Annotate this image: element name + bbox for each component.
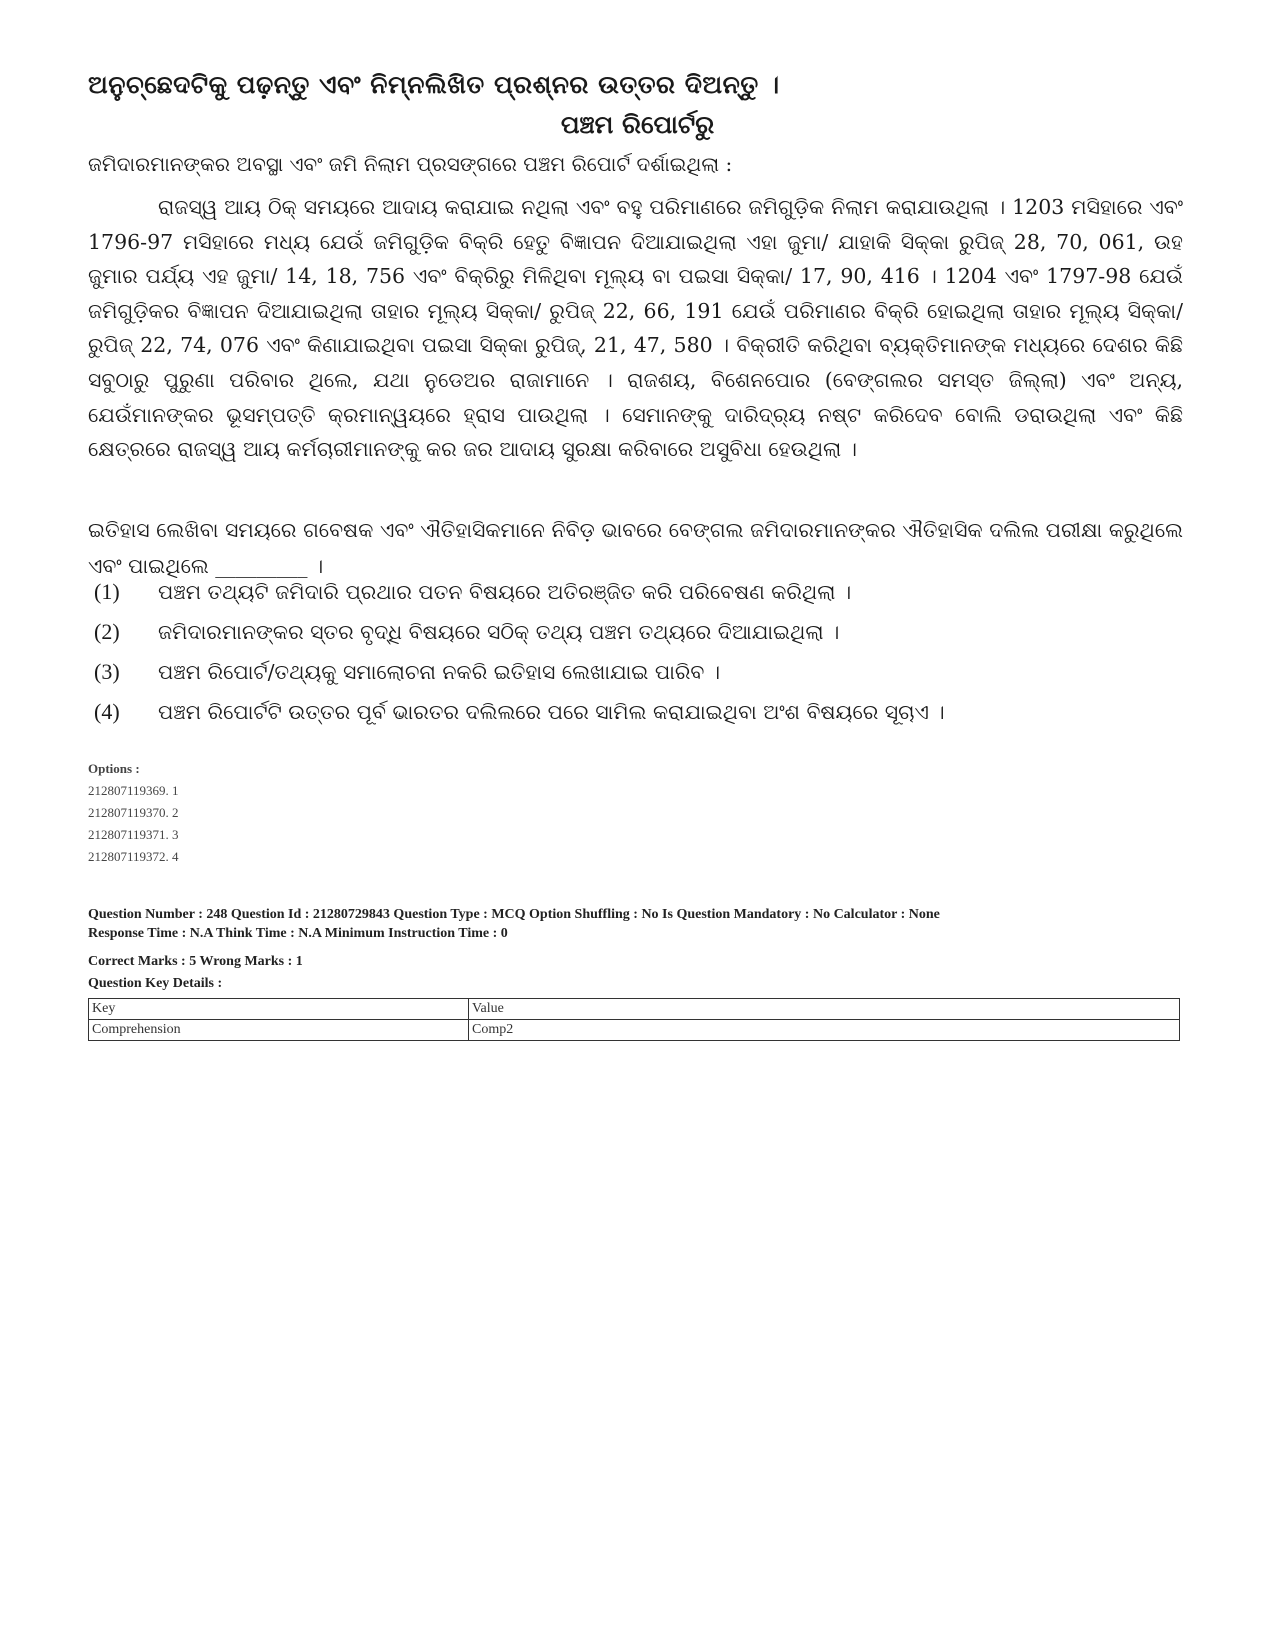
option-id: 212807119371. 3 bbox=[88, 827, 179, 842]
marks-line: Correct Marks : 5 Wrong Marks : 1 bbox=[88, 954, 303, 969]
question-stem: ଇତିହାସ ଲେଖିବା ସମୟରେ ଗବେଷକ ଏବଂ ଐତିହାସିକମାନେ ନିବିଡ଼ ଭାବରେ ବେଙ୍ଗଲ ଜମିଦାରମାନଙ୍କର ଐତିହାସିକ ଦଲିଲ ପରୀକ୍ଷା କରୁଥିଲେ ଏବଂ ପାଇଥିଲେ _________ । bbox=[88, 518, 1183, 578]
choice-number: (2) bbox=[94, 619, 120, 644]
choice-3 bbox=[94, 652, 720, 692]
passage-body: ରାଜସ୍ୱ ଆୟ ଠିକ୍ ସମୟରେ ଆଦାୟ କରାଯାଇ ନଥିଲା ଏବଂ ବହୁ ପରିମାଣରେ ଜମିଗୁଡ଼ିକ ନିଲାମ କରାଯାଉଥିଲା । 1203 ମସିହାରେ ଏବଂ 1796-97 ମସିହାରେ ମଧ୍ୟ ଯେଉଁ ଜମିଗୁଡ଼ିକ ବିକ୍ରି ହେତୁ ବିଜ୍ଞାପନ ଦିଆଯାଇଥିଲା ଏହା ଜୁମା/ ଯାହାକି ସିକ୍କା ରୁପିଜ୍ 28, 70, 061, ଉହ ଜୁମାର ପର୍ଯ୍ୟ ଏହ ଜୁମା/ 14, 18, 756 ଏବଂ ବିକ୍ରିରୁ ମିଳିଥିବା ମୂଲ୍ୟ ବା ପଇସା ସିକ୍କା/ 17, 90, 416 । 1204 ଏବଂ 1797-98 ଯେଉଁ ଜମିଗୁଡ଼ିକର ବିଜ୍ଞାପନ ଦିଆଯାଇଥିଲା ତାହାର ମୂଲ୍ୟ ସିକ୍କା/ ରୁପିଜ୍ 22, 66, 191 ଯେଉଁ ପରିମାଣର ବିକ୍ରି ହୋଇଥିଲା ତାହାର ମୂଲ୍ୟ ସିକ୍କା/ ରୁପିଜ୍ 22, 74, 076 ଏବଂ କିଣାଯାଇଥିବା ପଇସା ସିକ୍କା ରୁପିଜ୍, 21, 47, 580 । ବିକ୍ରୀତି କରିଥିବା ବ୍ୟକ୍ତିମାନଙ୍କ ମଧ୍ୟରେ ଦେଶର କିଛି ସବୁଠାରୁ ପୁରୁଣା ପରିବାର ଥିଲେ, ଯଥା ନୁଡେଅର ରାଜାମାନେ । ରାଜଶୟ, ବିଶେନପୋର (ବେଙ୍ଗଲର ସମସ୍ତ ଜିଲ୍ଲା) ଏବଂ ଅନ୍ୟ, ଯେଉଁମାନଙ୍କର ଭୂସମ୍ପତ୍ତି କ୍ରମାନ୍ୱୟରେ ହ୍ରାସ ପାଉଥିଲା । ସେମାନଙ୍କୁ ଦାରିଦ୍ର୍ୟ ନଷ୍ଟ କରିଦେବ ବୋଲି ଡରାଉଥିଲା ଏବଂ କିଛି କ୍ଷେତ୍ରରେ ରାଜସ୍ୱ ଆୟ କର୍ମଚାରୀମାନଙ୍କୁ କର ଜର ଆଦାୟ ସୁରକ୍ଷା କରିବାରେ ଅସୁବିଧା ହେଉଥିଲା । bbox=[88, 195, 1183, 462]
choice-text: ଜମିଦାରମାନଙ୍କର ସ୍ତର ବୃଦ୍ଧି ବିଷୟରେ ସଠିକ୍ ତଥ୍ୟ ପଞ୍ଚମ ତଥ୍ୟରେ ଦିଆଯାଇଥିଲା । bbox=[158, 620, 840, 644]
column-header: Key bbox=[89, 999, 469, 1020]
choice-text: ପଞ୍ଚମ ତଥ୍ୟଟି ଜମିଦାରି ପ୍ରଥାର ପତନ ବିଷୟରେ ଅତିରଞ୍ଜିତ କରି ପରିବେଷଣ କରିଥିଲା । bbox=[158, 580, 852, 604]
option-id: 212807119370. 2 bbox=[88, 805, 179, 820]
key-details-label: Question Key Details : bbox=[88, 976, 223, 991]
options-list bbox=[88, 758, 179, 868]
key-table bbox=[88, 998, 1180, 1041]
table-cell: Comp2 bbox=[469, 1020, 1180, 1041]
table-header-row bbox=[89, 999, 1180, 1020]
column-header: Value bbox=[469, 999, 1180, 1020]
choice-number: (3) bbox=[94, 659, 120, 684]
question-meta-line: Question Number : 248 Question Id : 21280729843 Question Type : MCQ Option Shuffling : No Is Question Mandatory : No Calculator : None bbox=[88, 907, 940, 922]
table-cell: Comprehension bbox=[89, 1020, 469, 1041]
passage-heading: ପଞ୍ଚମ ରିପୋର୍ଟରୁ bbox=[560, 110, 715, 139]
option-id: 212807119369. 1 bbox=[88, 783, 179, 798]
choice-number: (4) bbox=[94, 699, 120, 724]
choice-number: (1) bbox=[94, 579, 120, 604]
choice-text: ପଞ୍ଚମ ରିପୋର୍ଟଟି ଉତ୍ତର ପୂର୍ବ ଭାରତର ଦଲିଲରେ ପରେ ସାମିଲ କରାଯାଇଥିବା ଅଂଶ ବିଷୟରେ ସୂଚାଏ । bbox=[158, 700, 945, 724]
choice-2 bbox=[94, 612, 839, 652]
instruction-text: ଅନୁଚ୍ଛେଦଟିକୁ ପଢ଼ନ୍ତୁ ଏବଂ ନିମ୍ନଲିଖିତ ପ୍ରଶ୍ନର ଉତ୍ତର ଦିଅନ୍ତୁ । bbox=[88, 70, 780, 99]
question-meta-line: Response Time : N.A Think Time : N.A Minimum Instruction Time : 0 bbox=[88, 926, 508, 941]
option-id: 212807119372. 4 bbox=[88, 849, 179, 864]
options-label: Options : bbox=[88, 761, 140, 776]
choice-text: ପଞ୍ଚମ ରିପୋର୍ଟ/ତଥ୍ୟକୁ ସମାଲୋଚନା ନକରି ଇତିହାସ ଲେଖାଯାଇ ପାରିବ । bbox=[158, 660, 721, 684]
table-row bbox=[89, 1020, 1180, 1041]
passage-intro: ଜମିଦାରମାନଙ୍କର ଅବସ୍ଥା ଏବଂ ଜମି ନିଲାମ ପ୍ରସଙ୍ଗରେ ପଞ୍ଚମ ରିପୋର୍ଟ ଦର୍ଶାଇଥିଲା : bbox=[88, 152, 733, 176]
choice-1 bbox=[94, 572, 851, 612]
choice-4 bbox=[94, 692, 945, 732]
